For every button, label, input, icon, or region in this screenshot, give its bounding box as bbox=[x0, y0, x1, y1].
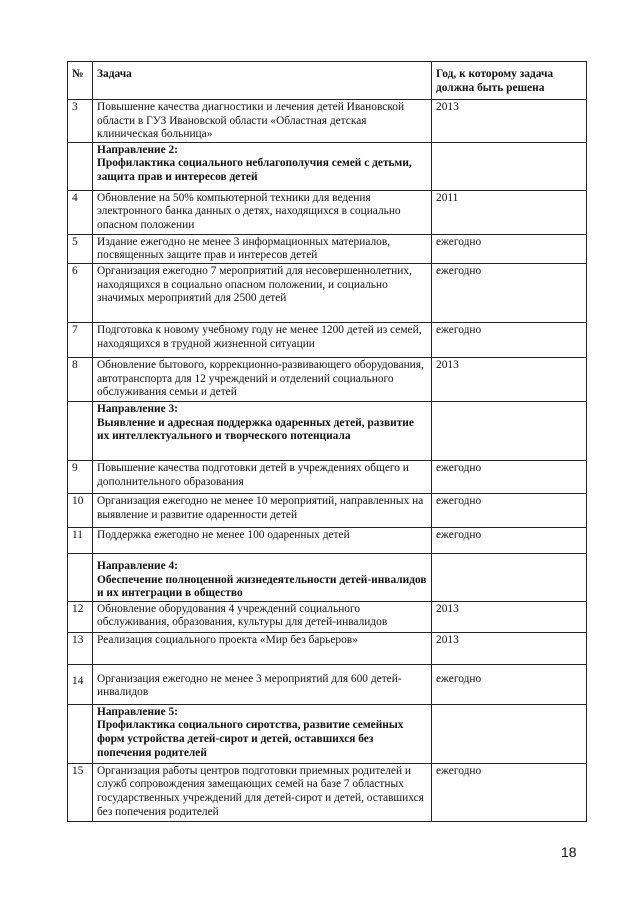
row-task: Организация ежегодно не менее 3 мероприятий для 600 детей-инвалидов bbox=[93, 664, 432, 704]
page-number: 18 bbox=[561, 844, 577, 860]
direction-row bbox=[68, 704, 587, 763]
row-year: ежегодно bbox=[432, 460, 587, 493]
direction-cell bbox=[93, 401, 432, 460]
row-task: Обновление на 50% компьютерной техники для ведения электронного банка данных о детях, находящихся в социально опасном положении bbox=[93, 190, 432, 234]
row-task: Организация работы центров подготовки приемных родителей и служб сопровождения замещающих семей на базе 7 областных государственных учреждений для детей-сирот и детей, оставшихся без попечения родителей bbox=[93, 763, 432, 821]
row-year-empty bbox=[432, 704, 587, 763]
row-year: ежегодно bbox=[432, 322, 587, 357]
header-year: Год, к которому задача должна быть решена bbox=[432, 62, 587, 100]
row-year: ежегодно bbox=[432, 263, 587, 322]
row-task: Издание ежегодно не менее 3 информационных материалов, посвященных защите прав и интересов детей bbox=[93, 234, 432, 263]
table-row bbox=[68, 263, 587, 322]
row-num: 4 bbox=[68, 190, 93, 234]
row-year: 2011 bbox=[432, 190, 587, 234]
tasks-table bbox=[67, 61, 587, 822]
table-row bbox=[68, 357, 587, 401]
row-num: 11 bbox=[68, 527, 93, 553]
row-year: 2013 bbox=[432, 100, 587, 143]
direction-text: Выявление и адресная поддержка одаренных детей, развитие их интеллектуального и творческого потенциала bbox=[97, 416, 414, 443]
row-num-empty bbox=[68, 553, 93, 601]
table-row bbox=[68, 632, 587, 664]
table-row bbox=[68, 493, 587, 527]
direction-title: Направление 5: bbox=[97, 705, 178, 718]
row-year: ежегодно bbox=[432, 763, 587, 821]
row-year: 2013 bbox=[432, 601, 587, 632]
header-task: Задача bbox=[93, 62, 432, 100]
direction-text: Обеспечение полноценной жизнедеятельности детей-инвалидов и их интеграции в общество bbox=[97, 573, 427, 600]
row-year-empty bbox=[432, 142, 587, 190]
table-row bbox=[68, 763, 587, 821]
table-row bbox=[68, 527, 587, 553]
row-num-empty bbox=[68, 704, 93, 763]
row-num: 14 bbox=[68, 664, 93, 704]
row-num-empty bbox=[68, 401, 93, 460]
direction-row bbox=[68, 553, 587, 601]
row-num: 3 bbox=[68, 100, 93, 143]
row-task: Обновление оборудования 4 учреждений социального обслуживания, образования, культуры для детей-инвалидов bbox=[93, 601, 432, 632]
direction-cell bbox=[93, 553, 432, 601]
row-task: Повышение качества диагностики и лечения детей Ивановской области в ГУЗ Ивановской области «Областная детская клиническая больница» bbox=[93, 100, 432, 143]
row-year: 2013 bbox=[432, 632, 587, 664]
row-task: Поддержка ежегодно не менее 100 одаренных детей bbox=[93, 527, 432, 553]
row-num: 12 bbox=[68, 601, 93, 632]
table-row bbox=[68, 234, 587, 263]
direction-title: Направление 4: bbox=[97, 559, 178, 572]
table-row bbox=[68, 601, 587, 632]
direction-cell bbox=[93, 142, 432, 190]
direction-row bbox=[68, 142, 587, 190]
table-row bbox=[68, 190, 587, 234]
row-year: ежегодно bbox=[432, 527, 587, 553]
table-row bbox=[68, 664, 587, 704]
row-year: ежегодно bbox=[432, 493, 587, 527]
row-num: 5 bbox=[68, 234, 93, 263]
table-row bbox=[68, 100, 587, 143]
direction-title: Направление 2: bbox=[97, 143, 178, 156]
row-task: Организация ежегодно не менее 10 мероприятий, направленных на выявление и развитие одаренности детей bbox=[93, 493, 432, 527]
row-num: 13 bbox=[68, 632, 93, 664]
row-year-empty bbox=[432, 401, 587, 460]
direction-text: Профилактика социального сиротства, развитие семейных форм устройства детей-сирот и детей, оставшихся без попечения родителей bbox=[97, 719, 404, 759]
table-row bbox=[68, 322, 587, 357]
row-task: Реализация социального проекта «Мир без барьеров» bbox=[93, 632, 432, 664]
row-task: Организация ежегодно 7 мероприятий для несовершеннолетних, находящихся в социально опасном положении, и социально значимых мероприятий для 2500 детей bbox=[93, 263, 432, 322]
row-num-empty bbox=[68, 142, 93, 190]
row-num: 10 bbox=[68, 493, 93, 527]
row-year: 2013 bbox=[432, 357, 587, 401]
row-task: Повышение качества подготовки детей в учреждениях общего и дополнительного образования bbox=[93, 460, 432, 493]
row-num: 15 bbox=[68, 763, 93, 821]
table-row bbox=[68, 460, 587, 493]
row-num: 6 bbox=[68, 263, 93, 322]
header-num: № bbox=[68, 62, 93, 100]
table-header-row bbox=[68, 62, 587, 100]
row-num: 9 bbox=[68, 460, 93, 493]
direction-cell bbox=[93, 704, 432, 763]
row-num: 8 bbox=[68, 357, 93, 401]
row-year-empty bbox=[432, 553, 587, 601]
row-task: Обновление бытового, коррекционно-развивающего оборудования, автотранспорта для 12 учреждений и отделений социального обслуживания семьи и детей bbox=[93, 357, 432, 401]
row-task: Подготовка к новому учебному году не менее 1200 детей из семей, находящихся в трудной жизненной ситуации bbox=[93, 322, 432, 357]
row-year: ежегодно bbox=[432, 234, 587, 263]
direction-row bbox=[68, 401, 587, 460]
row-year: ежегодно bbox=[432, 664, 587, 704]
direction-text: Профилактика социального неблагополучия семей с детьми, защита прав и интересов детей bbox=[97, 157, 412, 183]
row-num: 7 bbox=[68, 322, 93, 357]
direction-title: Направление 3: bbox=[97, 402, 178, 415]
